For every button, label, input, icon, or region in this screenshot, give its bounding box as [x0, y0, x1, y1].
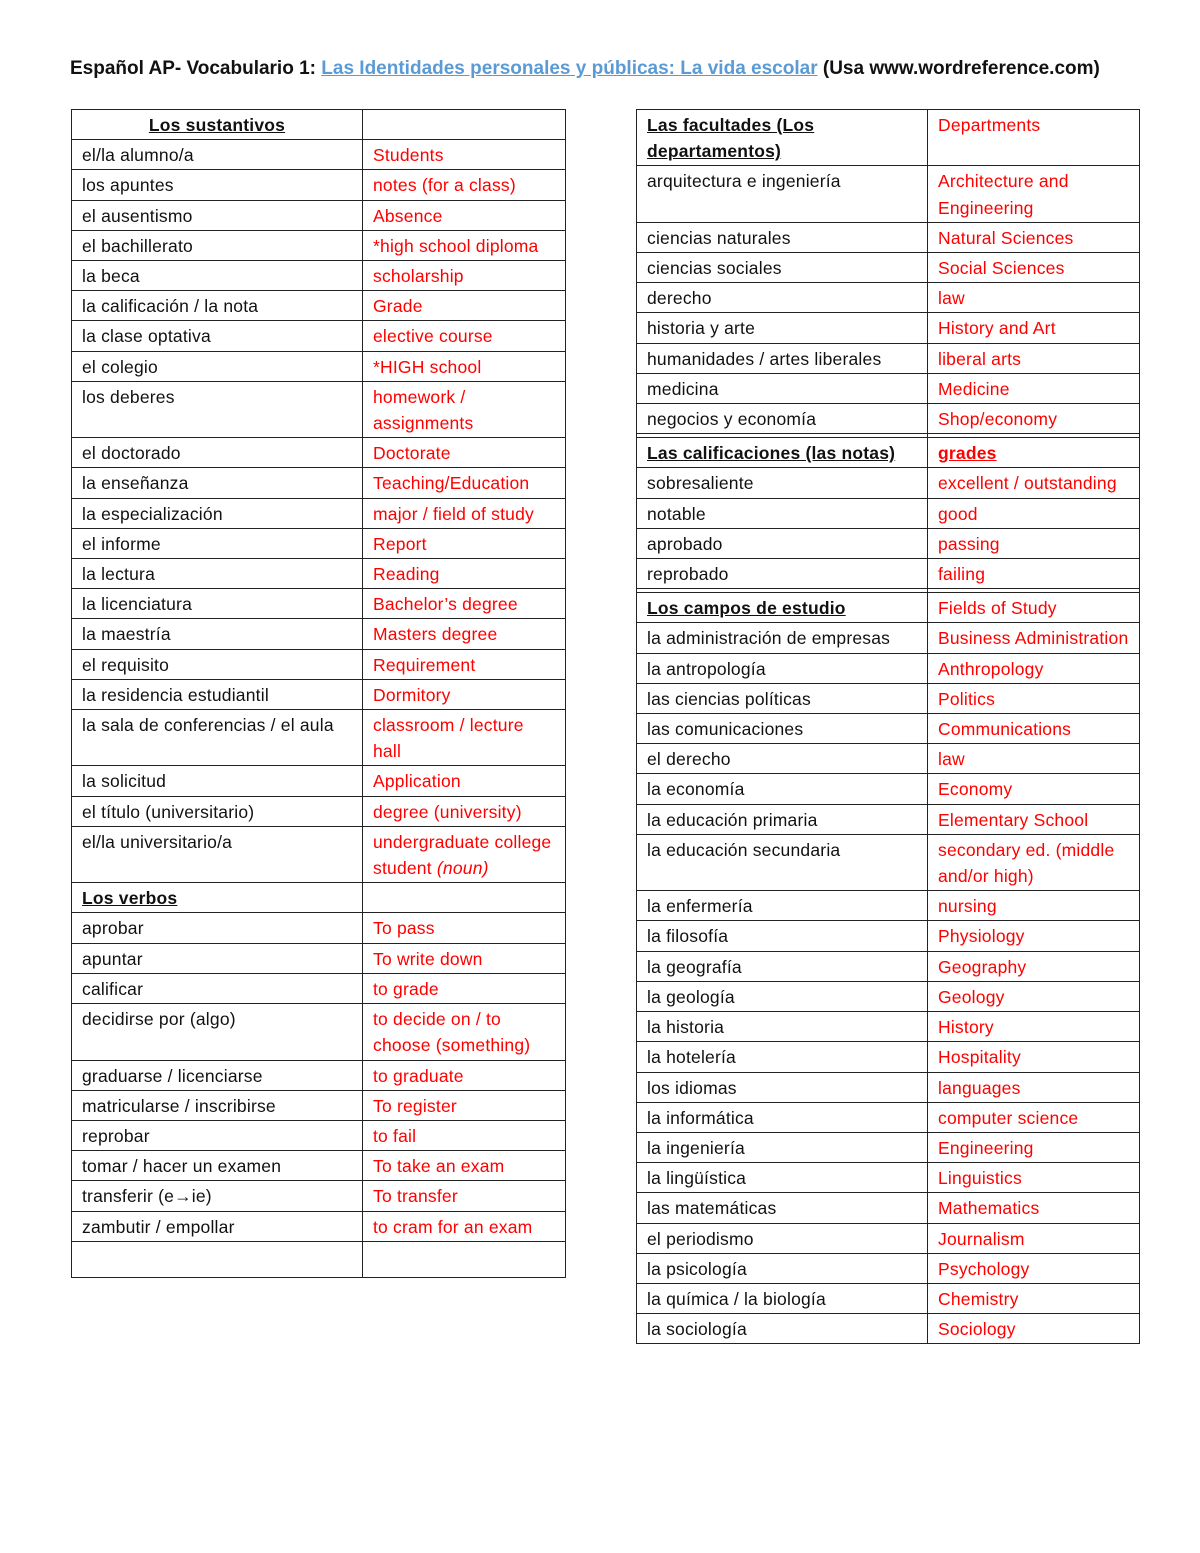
table-row — [637, 1132, 1140, 1162]
english-translation — [928, 528, 1140, 558]
spanish-term: la maestría — [72, 619, 363, 649]
translation-text: undergraduate college student — [373, 831, 552, 879]
spanish-term: humanidades / artes liberales — [637, 343, 928, 373]
table-row — [72, 589, 566, 619]
translation-text: Shop/economy — [938, 409, 1058, 430]
table-row — [72, 498, 566, 528]
english-translation — [928, 981, 1140, 1011]
translation-text: Report — [373, 533, 427, 554]
translation-text: *high school diploma — [373, 235, 539, 256]
english-translation — [928, 1223, 1140, 1253]
table-row — [637, 1163, 1140, 1193]
translation-text: Sociology — [938, 1319, 1016, 1340]
translation-text: Anthropology — [938, 658, 1044, 679]
spanish-term: la informática — [637, 1102, 928, 1132]
spanish-term: el ausentismo — [72, 200, 363, 230]
spanish-term: la lectura — [72, 559, 363, 589]
table-row — [72, 826, 566, 882]
table-row — [637, 1314, 1140, 1344]
english-translation — [363, 619, 566, 649]
spanish-term: la sala de conferencias / el aula — [72, 710, 363, 766]
spanish-term: el/la universitario/a — [72, 826, 363, 882]
table-row — [72, 766, 566, 796]
spanish-term: los apuntes — [72, 170, 363, 200]
english-translation — [928, 1163, 1140, 1193]
translation-text: failing — [938, 564, 986, 585]
spanish-term: apuntar — [72, 943, 363, 973]
english-translation — [363, 1241, 566, 1277]
english-translation — [363, 883, 566, 913]
english-translation — [928, 683, 1140, 713]
translation-text: Masters degree — [373, 624, 498, 645]
table-row — [637, 921, 1140, 951]
table-row — [637, 498, 1140, 528]
english-translation — [363, 826, 566, 882]
english-translation — [928, 623, 1140, 653]
spanish-term: la historia — [637, 1012, 928, 1042]
english-translation — [363, 766, 566, 796]
translation-text: Natural Sciences — [938, 227, 1074, 248]
translation-text: to graduate — [373, 1065, 464, 1086]
translation-text: Physiology — [938, 926, 1025, 947]
spanish-term: la geología — [637, 981, 928, 1011]
english-translation — [928, 253, 1140, 283]
spanish-term: transferir (e→ie) — [72, 1181, 363, 1211]
table-row — [637, 528, 1140, 558]
spanish-term: las ciencias políticas — [637, 683, 928, 713]
table-row — [72, 230, 566, 260]
table-row — [72, 1211, 566, 1241]
section-title: Las facultades (Los departamentos) — [637, 110, 928, 166]
table-row — [637, 404, 1140, 434]
spanish-term: la educación primaria — [637, 804, 928, 834]
english-translation — [928, 653, 1140, 683]
translation-text: Fields of Study — [938, 598, 1057, 619]
english-translation — [928, 498, 1140, 528]
spanish-term: la sociología — [637, 1314, 928, 1344]
translation-text: Absence — [373, 205, 443, 226]
english-translation — [363, 498, 566, 528]
table-row — [637, 1042, 1140, 1072]
english-translation — [363, 1211, 566, 1241]
english-translation — [363, 589, 566, 619]
english-translation — [928, 804, 1140, 834]
vocab-table-left-body — [72, 110, 566, 1278]
table-row — [637, 714, 1140, 744]
translation-text: law — [938, 749, 965, 770]
translation-text: computer science — [938, 1107, 1079, 1128]
table-row — [72, 200, 566, 230]
table-row — [637, 222, 1140, 252]
table-row — [637, 283, 1140, 313]
translation-text: Politics — [938, 688, 996, 709]
spanish-term: graduarse / licenciarse — [72, 1060, 363, 1090]
english-translation — [363, 1151, 566, 1181]
spanish-term: el título (universitario) — [72, 796, 363, 826]
translation-text: Grade — [373, 296, 423, 317]
english-translation — [928, 1253, 1140, 1283]
english-translation — [363, 796, 566, 826]
translation-text: History and Art — [938, 318, 1056, 339]
table-row — [637, 623, 1140, 653]
page-title — [70, 58, 1170, 80]
table-row — [72, 170, 566, 200]
spanish-term: la economía — [637, 774, 928, 804]
table-row — [637, 834, 1140, 890]
english-translation — [928, 1193, 1140, 1223]
section-header-row — [637, 438, 1140, 468]
table-row — [72, 796, 566, 826]
english-translation — [928, 1072, 1140, 1102]
translation-text: To pass — [373, 918, 435, 939]
translation-text: liberal arts — [938, 348, 1022, 369]
title-link[interactable]: Las Identidades personales y públicas: La vida escolar — [321, 58, 818, 79]
translation-text: elective course — [373, 326, 493, 347]
translation-text: degree (university) — [373, 801, 522, 822]
english-translation — [928, 921, 1140, 951]
table-row — [637, 1283, 1140, 1313]
spanish-term: el requisito — [72, 649, 363, 679]
spanish-term: arquitectura e ingeniería — [637, 166, 928, 222]
english-translation — [928, 1283, 1140, 1313]
spanish-term: la lingüística — [637, 1163, 928, 1193]
table-row — [72, 619, 566, 649]
english-translation — [928, 559, 1140, 589]
english-translation — [363, 170, 566, 200]
table-row — [72, 468, 566, 498]
table-row — [72, 943, 566, 973]
translation-text: homework / assignments — [373, 386, 474, 434]
spanish-term: decidirse por (algo) — [72, 1004, 363, 1060]
english-translation — [928, 1102, 1140, 1132]
spanish-term: el periodismo — [637, 1223, 928, 1253]
english-translation — [928, 744, 1140, 774]
translation-text: Requirement — [373, 654, 476, 675]
vocab-table-right — [636, 109, 1140, 1344]
spanish-term: la geografía — [637, 951, 928, 981]
english-translation — [363, 351, 566, 381]
english-translation — [928, 404, 1140, 434]
translation-text: Geology — [938, 986, 1005, 1007]
table-row — [72, 351, 566, 381]
table-row — [72, 321, 566, 351]
english-translation — [928, 373, 1140, 403]
translation-text: law — [938, 288, 965, 309]
english-translation — [928, 951, 1140, 981]
translation-text: Journalism — [938, 1228, 1025, 1249]
translation-text: To take an exam — [373, 1156, 505, 1177]
table-row — [637, 891, 1140, 921]
translation-text: to cram for an exam — [373, 1216, 533, 1237]
spanish-term: la residencia estudiantil — [72, 679, 363, 709]
spanish-term: la hotelería — [637, 1042, 928, 1072]
spanish-term: la especialización — [72, 498, 363, 528]
section-header-row — [72, 883, 566, 913]
english-translation — [928, 593, 1140, 623]
table-row — [72, 559, 566, 589]
spanish-term: la filosofía — [637, 921, 928, 951]
english-translation — [363, 649, 566, 679]
spanish-term: la antropología — [637, 653, 928, 683]
spanish-term: negocios y economía — [637, 404, 928, 434]
spanish-term: tomar / hacer un examen — [72, 1151, 363, 1181]
translation-text: *HIGH school — [373, 356, 482, 377]
english-translation — [928, 834, 1140, 890]
table-row — [72, 438, 566, 468]
spanish-term: las matemáticas — [637, 1193, 928, 1223]
table-row — [72, 381, 566, 437]
spanish-term: la solicitud — [72, 766, 363, 796]
table-row — [72, 1060, 566, 1090]
spanish-term: el informe — [72, 528, 363, 558]
translation-text: Elementary School — [938, 809, 1089, 830]
translation-text: History — [938, 1017, 994, 1038]
spanish-term: aprobar — [72, 913, 363, 943]
table-row — [637, 774, 1140, 804]
translation-text: Social Sciences — [938, 258, 1065, 279]
translation-text: To transfer — [373, 1186, 458, 1207]
spanish-term: la beca — [72, 261, 363, 291]
english-translation — [363, 1004, 566, 1060]
title-suffix: (Usa www.wordreference.com) — [817, 58, 1100, 79]
table-row — [72, 1120, 566, 1150]
spanish-term: el/la alumno/a — [72, 140, 363, 170]
translation-text: to grade — [373, 978, 439, 999]
english-translation — [928, 438, 1140, 468]
translation-text: Teaching/Education — [373, 473, 530, 494]
section-header-row — [637, 593, 1140, 623]
translation-text: to decide on / to choose (something) — [373, 1009, 531, 1056]
translation-text: Geography — [938, 956, 1027, 977]
spanish-term: reprobado — [637, 559, 928, 589]
spanish-term: la clase optativa — [72, 321, 363, 351]
english-translation — [363, 381, 566, 437]
english-translation — [363, 973, 566, 1003]
table-row — [637, 1193, 1140, 1223]
table-row — [637, 1102, 1140, 1132]
spanish-term: la psicología — [637, 1253, 928, 1283]
section-header-row — [637, 110, 1140, 166]
english-translation — [928, 313, 1140, 343]
spanish-term: la enfermería — [637, 891, 928, 921]
spanish-term: medicina — [637, 373, 928, 403]
spanish-term — [72, 1241, 363, 1277]
spanish-term: la calificación / la nota — [72, 291, 363, 321]
table-row — [72, 710, 566, 766]
table-row — [72, 291, 566, 321]
table-row — [72, 679, 566, 709]
translation-text: Departments — [938, 115, 1041, 135]
translation-text: Medicine — [938, 378, 1010, 399]
spanish-term: la administración de empresas — [637, 623, 928, 653]
translation-text: Chemistry — [938, 1288, 1019, 1309]
spanish-term: matricularse / inscribirse — [72, 1090, 363, 1120]
translation-text: Dormitory — [373, 684, 451, 705]
table-row — [72, 1241, 566, 1277]
english-translation — [928, 1042, 1140, 1072]
english-translation — [928, 1012, 1140, 1042]
translation-text: notes (for a class) — [373, 175, 516, 196]
english-translation — [363, 321, 566, 351]
english-translation — [928, 222, 1140, 252]
spanish-term: la licenciatura — [72, 589, 363, 619]
table-row — [637, 343, 1140, 373]
table-row — [637, 166, 1140, 222]
translation-text: Mathematics — [938, 1198, 1040, 1219]
table-row — [72, 528, 566, 558]
translation-text: Economy — [938, 779, 1013, 800]
english-translation — [928, 110, 1140, 166]
spanish-term: la educación secundaria — [637, 834, 928, 890]
english-translation — [928, 1314, 1140, 1344]
translation-text: Application — [373, 771, 461, 792]
spanish-term: historia y arte — [637, 313, 928, 343]
table-row — [637, 1012, 1140, 1042]
spanish-term: el derecho — [637, 744, 928, 774]
part-of-speech-note: (noun) — [436, 858, 489, 879]
translation-text: major / field of study — [373, 503, 534, 524]
english-translation — [928, 774, 1140, 804]
table-row — [637, 373, 1140, 403]
english-translation — [928, 468, 1140, 498]
translation-text: Psychology — [938, 1258, 1030, 1279]
translation-text: grades — [938, 443, 997, 464]
spanish-term: derecho — [637, 283, 928, 313]
spanish-term: aprobado — [637, 528, 928, 558]
english-translation — [363, 528, 566, 558]
table-row — [72, 1181, 566, 1211]
translation-text: nursing — [938, 896, 997, 917]
english-translation — [363, 110, 566, 140]
title-prefix: Español AP- Vocabulario 1: — [70, 58, 322, 79]
translation-text: Bachelor’s degree — [373, 594, 518, 615]
vocab-table-left — [71, 109, 566, 1278]
spanish-term: el doctorado — [72, 438, 363, 468]
spanish-term: la enseñanza — [72, 468, 363, 498]
spanish-term: el bachillerato — [72, 230, 363, 260]
table-row — [637, 744, 1140, 774]
section-title: Las calificaciones (las notas) — [637, 438, 928, 468]
table-row — [72, 913, 566, 943]
english-translation — [928, 891, 1140, 921]
section-header-row — [72, 110, 566, 140]
table-row — [72, 1151, 566, 1181]
english-translation — [363, 140, 566, 170]
section-title: Los verbos — [72, 883, 363, 913]
spanish-term: el colegio — [72, 351, 363, 381]
spanish-term: ciencias sociales — [637, 253, 928, 283]
english-translation — [363, 679, 566, 709]
english-translation — [363, 1181, 566, 1211]
english-translation — [363, 230, 566, 260]
english-translation — [928, 343, 1140, 373]
table-row — [637, 804, 1140, 834]
english-translation — [363, 291, 566, 321]
english-translation — [363, 943, 566, 973]
table-row — [72, 261, 566, 291]
translation-text: secondary ed. (middle and/or high) — [938, 839, 1115, 887]
english-translation — [363, 1120, 566, 1150]
english-translation — [363, 913, 566, 943]
table-row — [637, 1223, 1140, 1253]
table-row — [637, 1253, 1140, 1283]
english-translation — [363, 559, 566, 589]
translation-text: Reading — [373, 564, 440, 585]
english-translation — [928, 1132, 1140, 1162]
translation-text: to fail — [373, 1125, 417, 1146]
table-row — [637, 313, 1140, 343]
translation-text: languages — [938, 1077, 1021, 1098]
translation-text: Doctorate — [373, 443, 451, 464]
translation-text: excellent / outstanding — [938, 473, 1117, 494]
table-row — [637, 653, 1140, 683]
vocab-table-right-body — [637, 110, 1140, 1344]
section-title: Los campos de estudio — [637, 593, 928, 623]
spanish-term: sobresaliente — [637, 468, 928, 498]
english-translation — [363, 200, 566, 230]
english-translation — [363, 261, 566, 291]
table-row — [72, 973, 566, 1003]
table-row — [637, 253, 1140, 283]
table-row — [72, 649, 566, 679]
translation-text: Architecture and Engineering — [938, 171, 1069, 218]
table-row — [637, 951, 1140, 981]
english-translation — [363, 438, 566, 468]
english-translation — [363, 468, 566, 498]
english-translation — [363, 710, 566, 766]
spanish-term: notable — [637, 498, 928, 528]
translation-text: classroom / lecture hall — [373, 715, 524, 762]
english-translation — [363, 1060, 566, 1090]
section-title: Los sustantivos — [72, 110, 363, 140]
table-row — [637, 468, 1140, 498]
english-translation — [363, 1090, 566, 1120]
spanish-term: la ingeniería — [637, 1132, 928, 1162]
spanish-term: los deberes — [72, 381, 363, 437]
table-row — [637, 981, 1140, 1011]
translation-text: Hospitality — [938, 1047, 1021, 1068]
translation-text: To write down — [373, 948, 483, 969]
translation-text: scholarship — [373, 266, 464, 287]
table-row — [72, 140, 566, 170]
translation-text: To register — [373, 1095, 457, 1116]
spanish-term: las comunicaciones — [637, 714, 928, 744]
translation-text: good — [938, 503, 978, 524]
spanish-term: los idiomas — [637, 1072, 928, 1102]
translation-text: Business Administration — [938, 628, 1129, 649]
english-translation — [928, 283, 1140, 313]
english-translation — [928, 166, 1140, 222]
table-row — [637, 1072, 1140, 1102]
spanish-term: ciencias naturales — [637, 222, 928, 252]
spanish-term: zambutir / empollar — [72, 1211, 363, 1241]
spanish-term: calificar — [72, 973, 363, 1003]
translation-text: Communications — [938, 719, 1072, 740]
translation-text: Students — [373, 145, 444, 166]
translation-text: Linguistics — [938, 1168, 1022, 1189]
table-row — [72, 1090, 566, 1120]
table-row — [637, 559, 1140, 589]
translation-text: Engineering — [938, 1137, 1034, 1158]
translation-text: passing — [938, 533, 1000, 554]
spanish-term: la química / la biología — [637, 1283, 928, 1313]
table-row — [637, 683, 1140, 713]
english-translation — [928, 714, 1140, 744]
table-row — [72, 1004, 566, 1060]
spanish-term: reprobar — [72, 1120, 363, 1150]
